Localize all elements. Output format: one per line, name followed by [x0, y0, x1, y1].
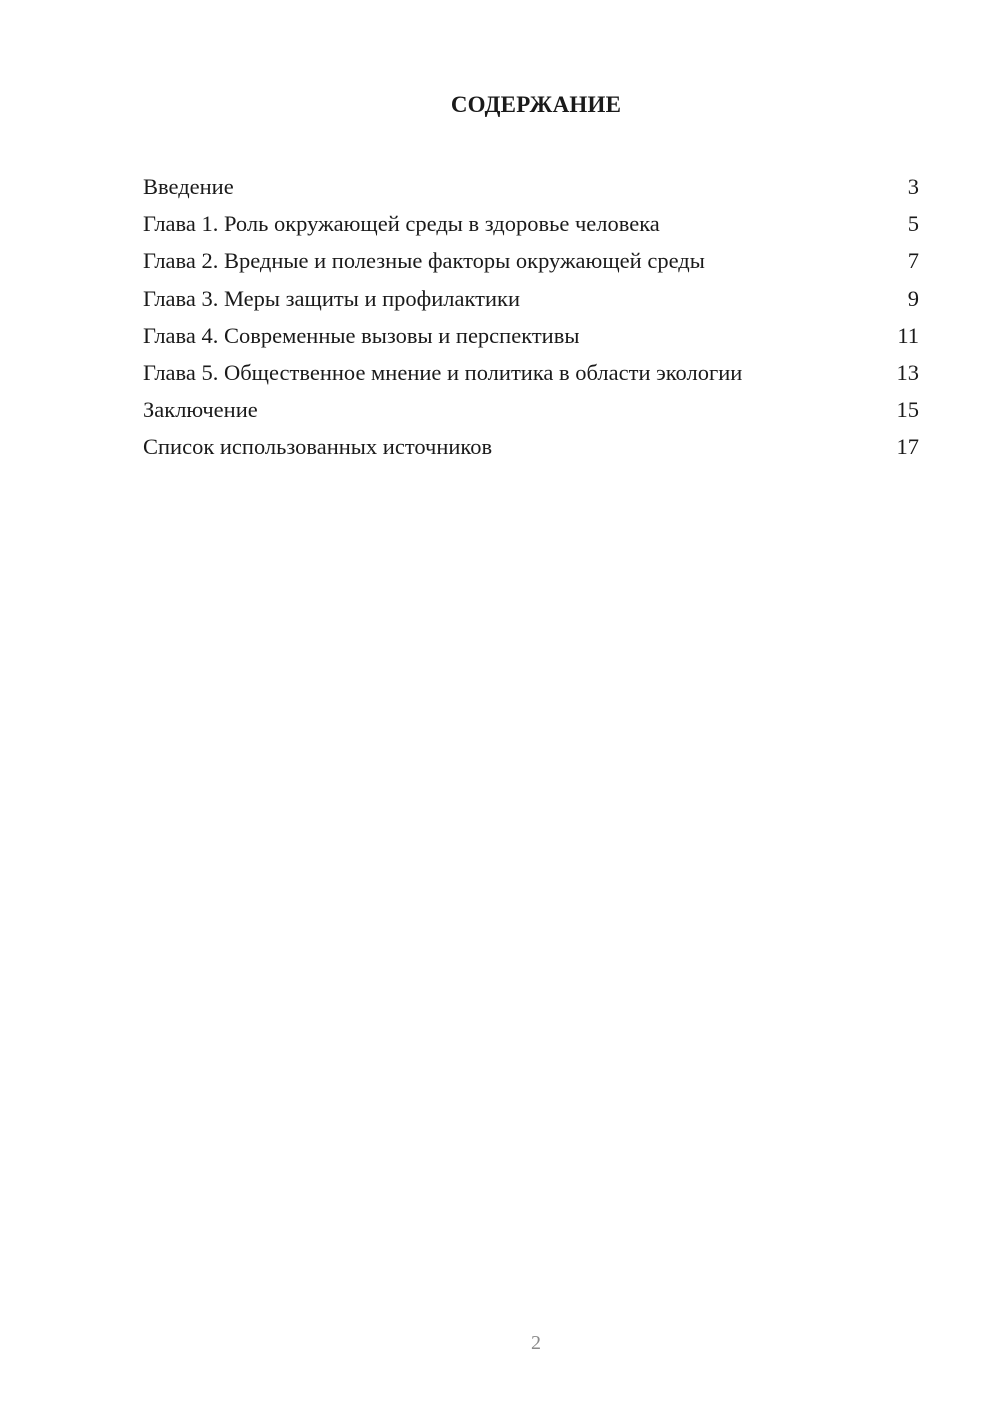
- page-number: 2: [531, 1332, 541, 1354]
- toc-entry-chapter-4: [143, 317, 919, 354]
- toc-entry-page: 11: [897, 322, 919, 348]
- toc-entry-label: Глава 2. Вредные и полезные факторы окружающей среды: [143, 248, 705, 274]
- toc-entry-page: 5: [907, 211, 919, 237]
- toc-entry-page: 15: [896, 397, 919, 423]
- toc-entry-label: Глава 4. Современные вызовы и перспективы: [143, 322, 580, 348]
- toc-entry-label: Глава 5. Общественное мнение и политика в области экологии: [143, 359, 743, 385]
- toc-entry-label: Глава 1. Роль окружающей среды в здоровье человека: [143, 211, 660, 237]
- toc-entry-page: 7: [907, 248, 919, 274]
- toc-entry-chapter-1: [143, 205, 919, 242]
- toc-entry-introduction: [143, 168, 919, 205]
- toc-entry-chapter-3: [143, 280, 919, 317]
- toc-entry-chapter-2: [143, 242, 919, 279]
- toc-entry-label: Заключение: [143, 397, 258, 423]
- toc-entry-conclusion: [143, 391, 919, 428]
- toc-entry-label: Введение: [143, 174, 234, 199]
- toc-entry-page: 3: [907, 174, 919, 199]
- toc-entry-page: 13: [896, 359, 919, 385]
- toc-entry-page: 17: [896, 434, 919, 460]
- toc-entry-page: 9: [907, 285, 919, 311]
- toc-entry-label: Список использованных источников: [143, 434, 493, 460]
- toc-entry-chapter-5: [143, 354, 919, 391]
- toc-entry-references: [143, 428, 919, 465]
- table-of-contents: [143, 168, 919, 466]
- toc-title: СОДЕРЖАНИЕ: [450, 92, 622, 117]
- toc-entry-label: Глава 3. Меры защиты и профилактики: [143, 285, 520, 311]
